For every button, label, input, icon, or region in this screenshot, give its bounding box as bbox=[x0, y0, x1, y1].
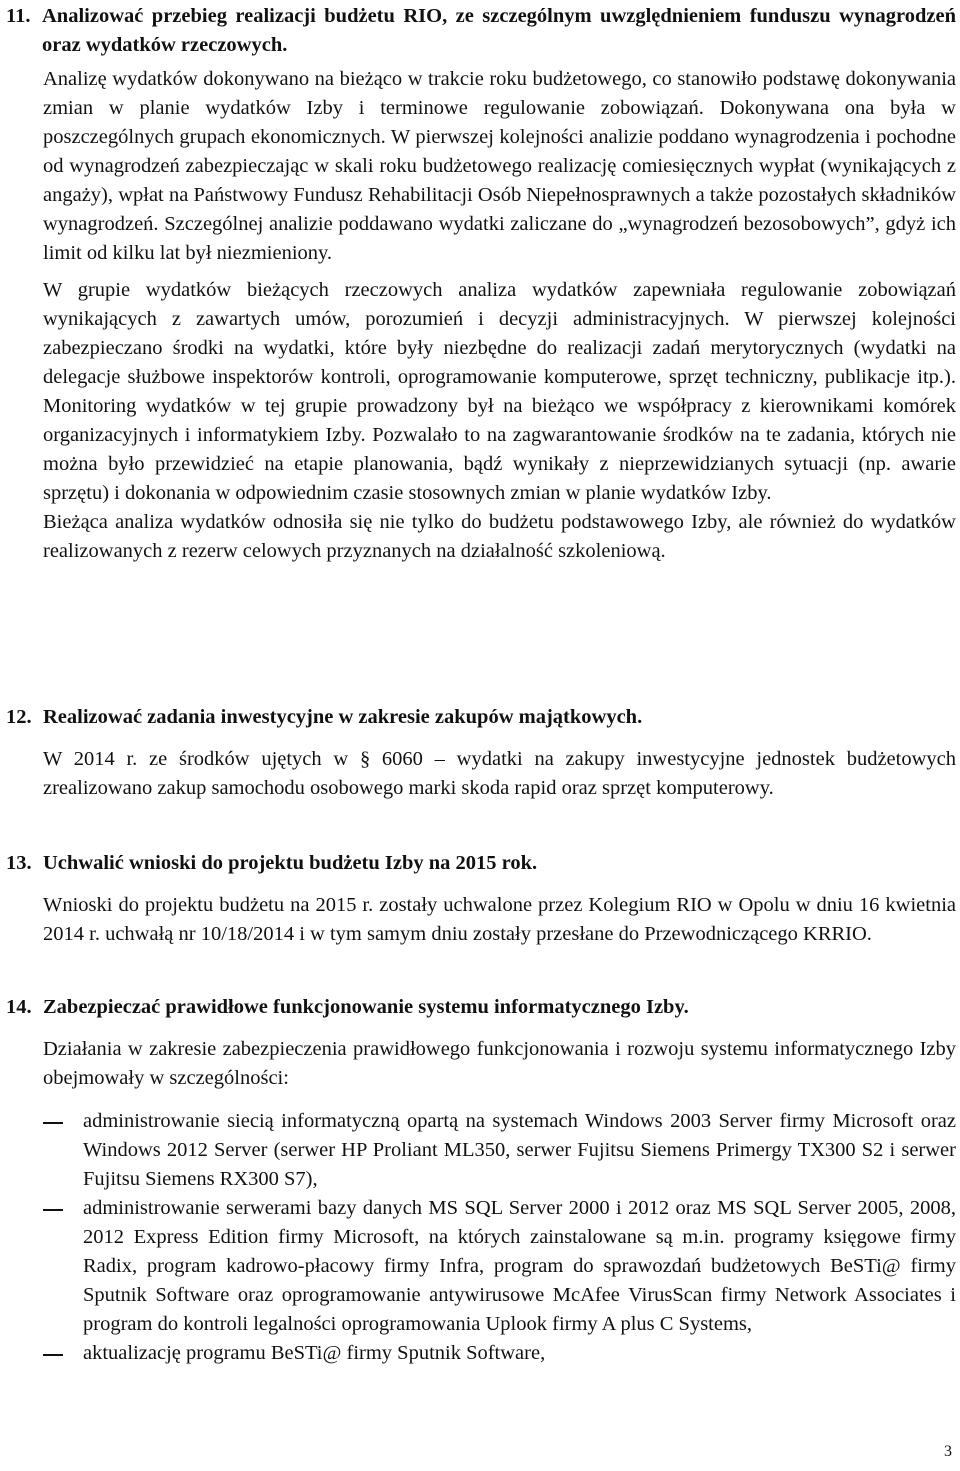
section-14-heading bbox=[6, 993, 956, 1022]
section-14-body bbox=[43, 1035, 956, 1368]
section-11 bbox=[6, 2, 956, 566]
paragraph: Działania w zakresie zabezpieczenia prawidłowego funkcjonowania i rozwoju systemu informatycznego Izby obejmowały w szczególności: bbox=[43, 1038, 956, 1089]
list-item-text: administrowanie serwerami bazy danych MS SQL Server 2000 i 2012 oraz MS SQL Server 2005, 2008, 2012 Express Edition firmy Microsoft, na których zainstalowane są m.in. programy księgowe firmy Radix, program kadrowo-płacowy firmy Infra, program do sprawozdań budżetowych BeSTi@ firmy Sputnik Software oraz oprogramowanie antywirusowe McAfee VirusScan firmy Network Associates i program do kontroli legalności oprogramowania Uplook firmy A plus C Systems, bbox=[83, 1197, 956, 1335]
page-number: 3 bbox=[944, 1443, 952, 1460]
list-item bbox=[43, 1339, 956, 1368]
section-title: Uchwalić wnioski do projektu budżetu Izby na 2015 rok. bbox=[43, 852, 538, 874]
section-11-body bbox=[43, 65, 956, 566]
paragraph: W grupie wydatków bieżących rzeczowych analiza wydatków zapewniała regulowanie zobowiązań wynikających z zawartych umów, porozumień i decyzji administracyjnych. W pierwszej kolejności zabezpieczano środki na wydatki, które były niezbędne do realizacji zadań merytorycznych (wydatki na delegacje służbowe inspektorów kontroli, oprogramowanie komputerowe, sprzęt techniczny, publikacje itp.). Monitoring wydatków w tej grupie prowadzony był na bieżąco we współpracy z kierownikami komórek organizacyjnych i informatykiem Izby. Pozwalało to na zagwarantowanie środków na te zadania, których nie można było przewidzieć na etapie planowania, bądź wynikały z nieprzewidzianych sytuacji (np. awarie sprzętu) i dokonania w odpowiednim czasie stosownych zmian w planie wydatków Izby. bbox=[43, 279, 956, 504]
paragraph: Wnioski do projektu budżetu na 2015 r. zostały uchwalone przez Kolegium RIO w Opolu w dniu 16 kwietnia 2014 r. uchwałą nr 10/18/2014 i w tym samym dniu zostały przesłane do Przewodniczącego KRRIO. bbox=[43, 894, 956, 945]
list-item bbox=[43, 1194, 956, 1339]
section-13-body bbox=[43, 891, 956, 949]
section-13 bbox=[6, 849, 956, 949]
section-title: Realizować zadania inwestycyjne w zakresie zakupów majątkowych. bbox=[43, 706, 643, 728]
section-number: 14. bbox=[6, 996, 32, 1018]
list-item-text: aktualizację programu BeSTi@ firmy Sputnik Software, bbox=[83, 1342, 546, 1364]
section-number: 13. bbox=[6, 852, 32, 874]
section-12-body bbox=[43, 745, 956, 803]
list-item bbox=[43, 1107, 956, 1194]
paragraph: W 2014 r. ze środków ujętych w § 6060 – wydatki na zakupy inwestycyjne jednostek budżetowych zrealizowano zakup samochodu osobowego marki skoda rapid oraz sprzęt komputerowy. bbox=[43, 748, 956, 799]
section-12-heading bbox=[6, 703, 956, 732]
paragraph: Analizę wydatków dokonywano na bieżąco w trakcie roku budżetowego, co stanowiło podstawę dokonywania zmian w planie wydatków Izby i terminowe regulowanie zobowiązań. Dokonywana ona była w poszczególnych grupach ekonomicznych. W pierwszej kolejności analizie poddano wynagrodzenia i pochodne od wynagrodzeń zabezpieczając w skali roku budżetowego realizację comiesięcznych wypłat (wynikających z angaży), wpłat na Państwowy Fundusz Rehabilitacji Osób Niepełnosprawnych a także pozostałych składników wynagrodzeń. Szczególnej analizie poddawano wydatki zaliczane do „wynagrodzeń bezosobowych”, gdyż ich limit od kilku lat był niezmieniony. bbox=[43, 68, 956, 264]
section-14 bbox=[6, 993, 956, 1368]
section-number: 12. bbox=[6, 706, 32, 728]
section-number: 11. bbox=[6, 5, 31, 27]
list-item-text: administrowanie siecią informatyczną opartą na systemach Windows 2003 Server firmy Microsoft oraz Windows 2012 Server (serwer HP Proliant ML350, serwer Fujitsu Siemens Primergy TX300 S2 i serwer Fujitsu Siemens RX300 S7), bbox=[83, 1110, 956, 1190]
section-12 bbox=[6, 703, 956, 803]
section-title: Analizować przebieg realizacji budżetu RIO, ze szczególnym uwzględnieniem funduszu wynagrodzeń oraz wydatków rzeczowych. bbox=[42, 5, 956, 56]
section-13-heading bbox=[6, 849, 956, 878]
paragraph: Bieżąca analiza wydatków odnosiła się nie tylko do budżetu podstawowego Izby, ale również do wydatków realizowanych z rezerw celowych przyznanych na działalność szkoleniową. bbox=[43, 511, 956, 562]
section-title: Zabezpieczać prawidłowe funkcjonowanie systemu informatycznego Izby. bbox=[43, 996, 689, 1018]
activity-list bbox=[43, 1107, 956, 1368]
section-11-heading bbox=[6, 2, 956, 60]
